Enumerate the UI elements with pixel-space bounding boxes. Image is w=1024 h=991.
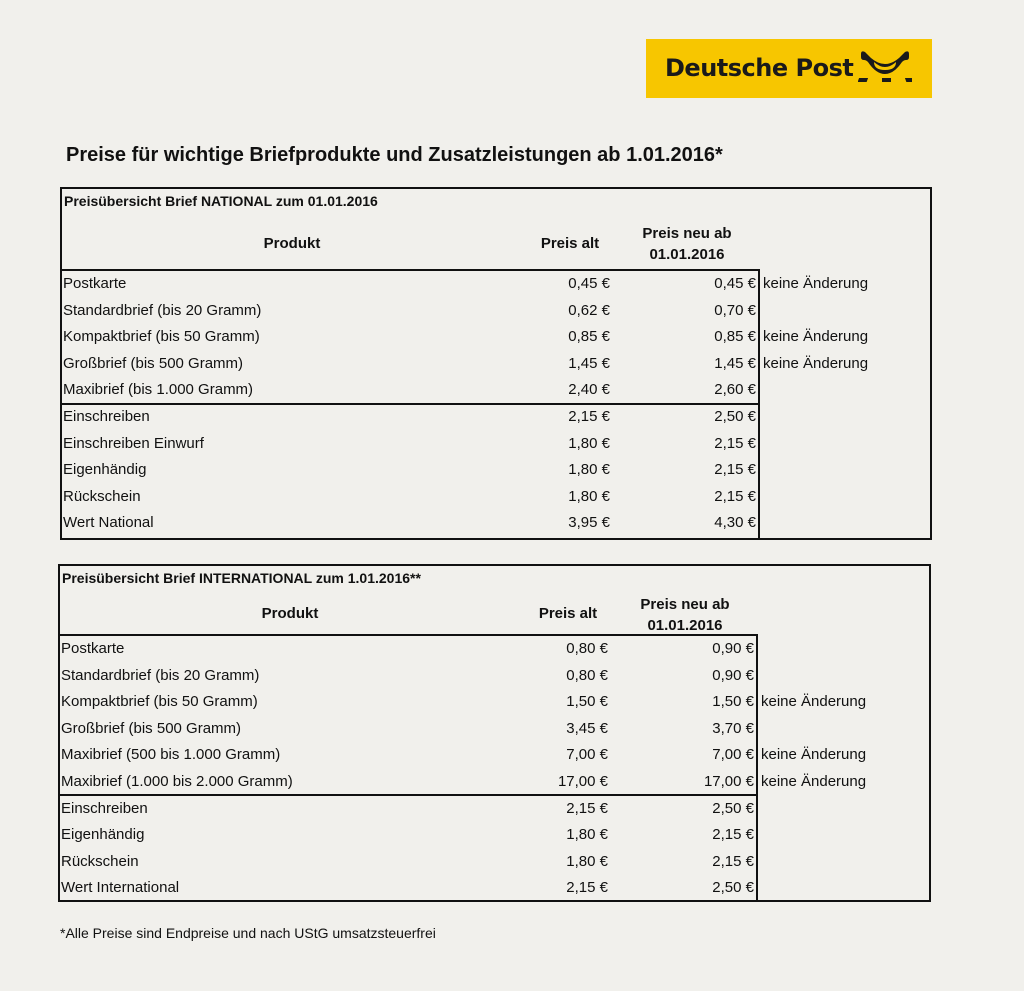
national-price-table [60,187,932,540]
new-price-cell: 2,15 € [714,434,756,452]
table-row [60,796,928,823]
table-row [60,822,928,849]
post-horn-icon [858,48,912,90]
old-price-cell: 3,95 € [568,514,610,532]
product-name-cell: Standardbrief (bis 20 Gramm) [61,666,260,684]
old-price-cell: 2,15 € [568,408,610,425]
old-price-cell: 0,45 € [568,275,610,292]
national-header-old-price: Preis alt [540,235,600,252]
new-price-cell: 0,70 € [714,301,756,319]
new-price-cell: 1,50 € [712,693,754,711]
new-price-cell: 2,15 € [712,826,754,844]
old-price-cell: 1,80 € [568,434,610,452]
international-header-product: Produkt [261,605,319,622]
table-row [60,663,928,690]
product-name-cell: Maxibrief (500 bis 1.000 Gramm) [61,746,281,764]
product-name-cell: Wert National [63,514,154,532]
change-note-cell: keine Änderung [763,354,869,372]
new-price-cell: 7,00 € [712,746,754,764]
table-row [62,510,930,537]
old-price-cell: 0,80 € [566,640,608,657]
table-row [60,769,928,796]
old-price-cell: 17,00 € [557,773,608,790]
product-name-cell: Einschreiben Einwurf [63,434,204,452]
old-price-cell: 0,80 € [566,666,608,684]
old-price-cell: 3,45 € [566,719,608,737]
new-price-cell: 2,50 € [712,799,754,817]
new-price-cell: 3,70 € [712,719,754,737]
product-name-cell: Rückschein [63,487,141,505]
new-price-cell: 0,90 € [712,640,754,657]
table-row [60,636,928,663]
change-note-cell: keine Änderung [761,773,867,790]
product-name-cell: Standardbrief (bis 20 Gramm) [63,301,262,319]
footnote: *Alle Preise sind Endpreise und nach UStG umsatzsteuerfrei [60,925,436,941]
international-header-new-line1: Preis neu ab [640,596,730,613]
new-price-cell: 0,90 € [712,666,754,684]
national-caption: Preisübersicht Brief NATIONAL zum 01.01.2016 [64,193,378,209]
table-row [60,742,928,769]
product-name-cell: Maxibrief (1.000 bis 2.000 Gramm) [61,773,293,790]
old-price-cell: 1,50 € [566,693,608,711]
national-header-new-line1: Preis neu ab [642,225,732,242]
old-price-cell: 1,80 € [566,826,608,844]
old-price-cell: 2,15 € [566,879,608,897]
new-price-cell: 4,30 € [714,514,756,532]
table-row [62,351,930,378]
change-note-cell: keine Änderung [763,275,869,292]
old-price-cell: 0,85 € [568,328,610,346]
change-note-cell: keine Änderung [761,746,867,764]
international-caption: Preisübersicht Brief INTERNATIONAL zum 1.01.2016** [62,570,421,586]
product-name-cell: Postkarte [63,275,127,292]
table-row [62,484,930,511]
table-row [60,689,928,716]
product-name-cell: Kompaktbrief (bis 50 Gramm) [63,328,260,346]
product-name-cell: Einschreiben [63,408,150,425]
table-row [62,298,930,325]
new-price-cell: 0,85 € [714,328,756,346]
product-name-cell: Eigenhändig [63,461,147,479]
table-row [62,377,930,404]
product-name-cell: Kompaktbrief (bis 50 Gramm) [61,693,258,711]
product-name-cell: Wert International [61,879,180,897]
product-name-cell: Großbrief (bis 500 Gramm) [61,719,242,737]
old-price-cell: 2,15 € [566,799,608,817]
table-row [62,404,930,431]
product-name-cell: Postkarte [61,640,125,657]
table-row [62,431,930,458]
table-row [60,875,928,902]
product-name-cell: Rückschein [61,852,139,870]
change-note-cell: keine Änderung [761,693,867,711]
product-name-cell: Eigenhändig [61,826,145,844]
deutsche-post-logo [646,39,932,98]
international-header-old-price: Preis alt [538,605,598,622]
new-price-cell: 2,15 € [712,852,754,870]
table-row [60,849,928,876]
old-price-cell: 2,40 € [568,381,610,399]
page-title: Preise für wichtige Briefprodukte und Zusatzleistungen ab 1.01.2016* [66,144,723,166]
product-name-cell: Maxibrief (bis 1.000 Gramm) [63,381,254,399]
national-header-product: Produkt [263,235,321,252]
international-price-table [58,564,931,902]
logo-wordmark: Deutsche Post [665,54,854,82]
table-row [62,457,930,484]
new-price-cell: 2,50 € [712,879,754,897]
new-price-cell: 1,45 € [714,354,756,372]
old-price-cell: 1,80 € [568,487,610,505]
new-price-cell: 2,15 € [714,461,756,479]
table-row [62,271,930,298]
old-price-cell: 0,62 € [568,301,610,319]
new-price-cell: 2,60 € [714,381,756,399]
product-name-cell: Einschreiben [61,799,148,817]
international-header-new-line2: 01.01.2016 [647,617,723,634]
old-price-cell: 1,80 € [568,461,610,479]
new-price-cell: 17,00 € [703,773,754,790]
old-price-cell: 1,80 € [566,852,608,870]
national-header-new-line2: 01.01.2016 [649,246,725,263]
product-name-cell: Großbrief (bis 500 Gramm) [63,354,244,372]
table-row [60,716,928,743]
old-price-cell: 1,45 € [568,354,610,372]
table-row [62,324,930,351]
new-price-cell: 0,45 € [714,275,756,292]
national-header-new-price [622,223,752,265]
new-price-cell: 2,50 € [714,408,756,425]
old-price-cell: 7,00 € [566,746,608,764]
international-header-new-price [620,594,750,636]
change-note-cell: keine Änderung [763,328,869,346]
new-price-cell: 2,15 € [714,487,756,505]
